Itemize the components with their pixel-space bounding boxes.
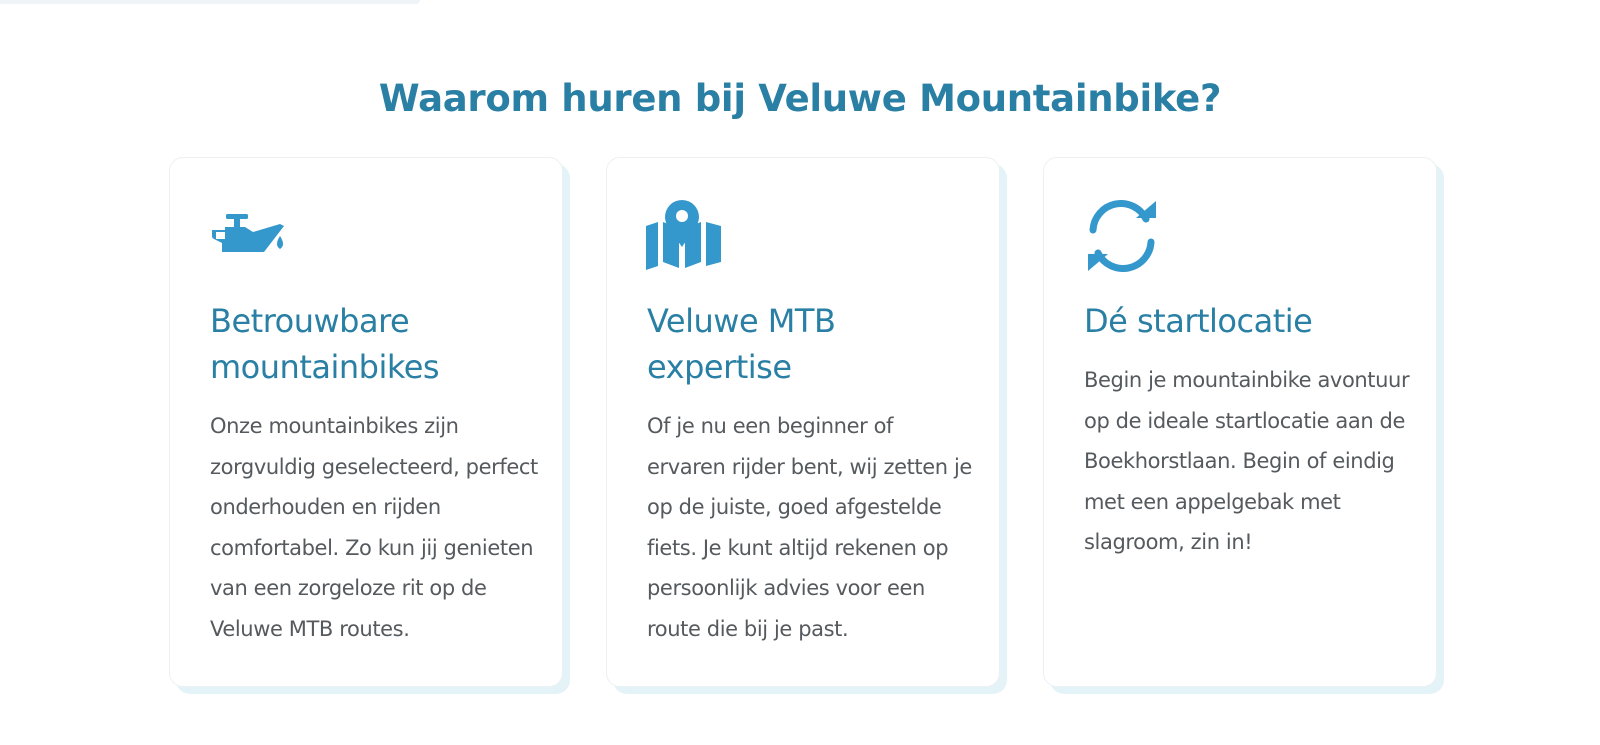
feature-card-reliable-bikes — [169, 157, 563, 687]
top-decoration — [0, 0, 420, 4]
map-marker-icon — [646, 200, 724, 272]
feature-card-start-location — [1043, 157, 1437, 687]
card-title: Betrouwbare mountainbikes — [210, 302, 440, 386]
section-heading: Waarom huren bij Veluwe Mountainbike? — [378, 77, 1222, 120]
oil-can-icon — [209, 200, 287, 272]
card-text: Begin je mountainbike avontuur op de ideale startlocatie aan de Boekhorstlaan. Begin of eindig met een appelgebak met slagroom, zin in! — [1084, 368, 1410, 554]
feature-card-mtb-expertise — [606, 157, 1000, 687]
card-title: Dé startlocatie — [1084, 302, 1313, 340]
card-text: Onze mountainbikes zijn zorgvuldig geselecteerd, perfect onderhouden en rijden comfortabel. Zo kun jij genieten van een zorgeloze rit op de Veluwe MTB routes. — [210, 414, 538, 641]
sync-arrows-icon — [1083, 200, 1161, 272]
card-text: Of je nu een beginner of ervaren rijder bent, wij zetten je op de juiste, goed afgestelde fiets. Je kunt altijd rekenen op persoonlijk advies voor een route die bij je past. — [647, 414, 972, 641]
card-title: Veluwe MTB expertise — [647, 302, 836, 386]
